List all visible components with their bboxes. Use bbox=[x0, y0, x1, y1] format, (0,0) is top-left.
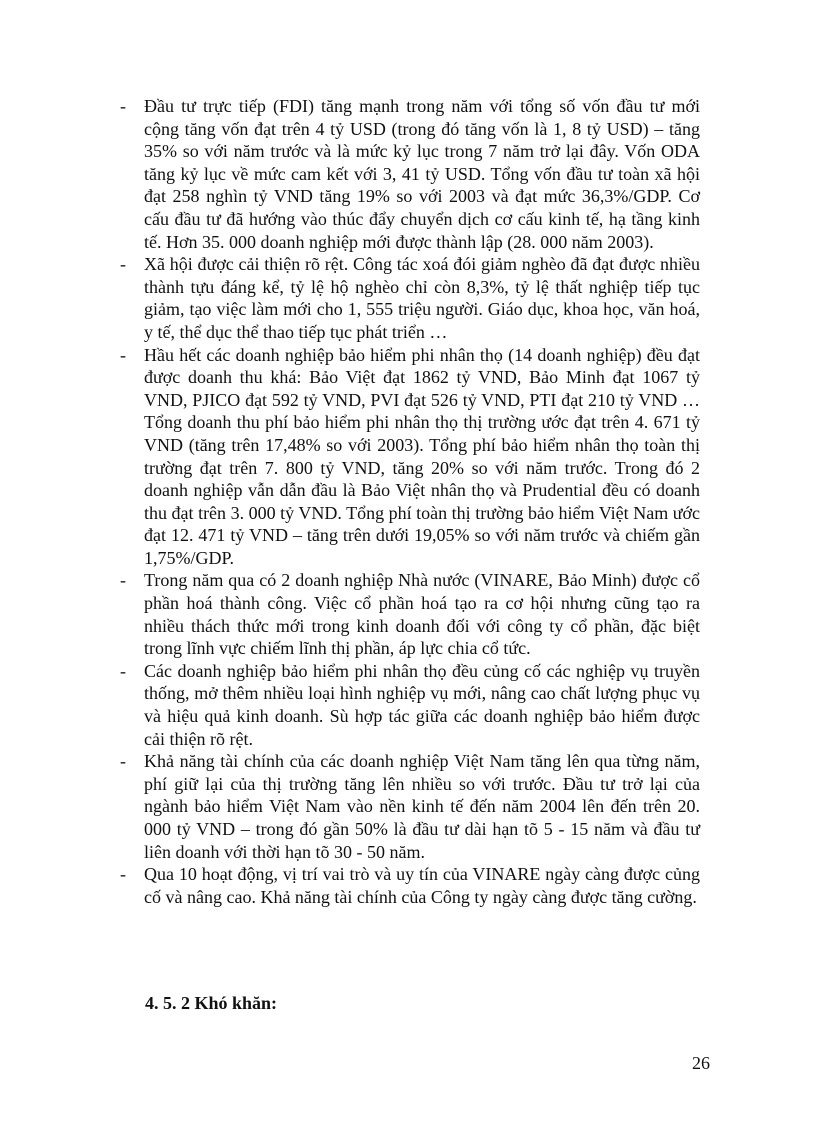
bullet-marker: - bbox=[120, 96, 126, 116]
bullet-marker: - bbox=[120, 751, 126, 772]
list-item bbox=[120, 95, 700, 253]
bullet-marker: - bbox=[120, 254, 126, 275]
bullet-marker: - bbox=[120, 864, 126, 885]
bullet-marker: - bbox=[120, 660, 126, 681]
list-item bbox=[120, 863, 700, 908]
list-item bbox=[120, 569, 700, 659]
bullet-list bbox=[120, 95, 700, 908]
paragraph-text: Hầu hết các doanh nghiệp bảo hiểm phi nhân thọ (14 doanh nghiệp) đều đạt được doanh thu khá: Bảo Việt đạt 1862 tỷ VND, Bảo Minh đạt 1067 tỷ VND, PJICO đạt 592 tỷ VND, PVI đạt 526 tỷ VND, PTI đạt 210 tỷ VND … Tổng doanh thu phí bảo hiểm phi nhân thọ thị trường ước đạt trên 4. 671 tỷ VND (tăng trên 17,48% so với 2003). Tổng phí bảo hiểm nhân thọ toàn thị trường đạt trên 7. 800 tỷ VND, tăng 20% so với năm trước. Trong đó 2 doanh nghiệp vẫn dẫn đầu là Bảo Việt nhân thọ và Prudential đều có doanh thu đạt trên 3. 000 tỷ VND. Tổng phí toàn thị trường bảo hiểm Việt Nam ước đạt 12. 471 tỷ VND – tăng trên dưới 19,05% so với năm trước và chiếm gần 1,75%/GDP. bbox=[144, 344, 700, 568]
paragraph-text: Các doanh nghiệp bảo hiểm phi nhân thọ đều củng cố các nghiệp vụ truyền thống, mở thêm nhiều loại hình nghiệp vụ mới, nâng cao chất lượng phục vụ và hiệu quả kinh doanh. Sù hợp tác giữa các doanh nghiệp bảo hiểm được cải thiện rõ rệt. bbox=[144, 660, 700, 749]
list-item bbox=[120, 660, 700, 750]
paragraph-text: Xã hội được cải thiện rõ rệt. Công tác xoá đói giảm nghèo đã đạt được nhiều thành tựu đáng kể, tỷ lệ hộ nghèo chỉ còn 8,3%, tỷ lệ thất nghiệp tiếp tục giảm, tạo việc làm mới cho 1, 555 triệu người. Giáo dục, khoa học, văn hoá, y tế, thể dục thể thao tiếp tục phát triển … bbox=[144, 254, 700, 342]
list-item bbox=[120, 750, 700, 863]
list-item bbox=[120, 344, 700, 570]
paragraph-text: Trong năm qua có 2 doanh nghiệp Nhà nước (VINARE, Bảo Minh) được cổ phần hoá thành công. Việc cổ phần hoá tạo ra cơ hội nhưng cũng tạo ra nhiều thách thức mới trong kinh doanh đối với công ty cổ phần, đặc biệt trong lĩnh vực chiếm lĩnh thị phần, áp lực chia cổ tức. bbox=[144, 570, 700, 659]
paragraph-text: Qua 10 hoạt động, vị trí vai trò và uy tín của VINARE ngày càng được củng cố và nâng cao. Khả năng tài chính của Công ty ngày càng được tăng cường. bbox=[144, 864, 700, 907]
paragraph-text: Khả năng tài chính của các doanh nghiệp Việt Nam tăng lên qua từng năm, phí giữ lại của thị trường tăng lên nhiều so với trước. Đầu tư trở lại của ngành bảo hiểm Việt Nam vào nền kinh tế đến năm 2004 lên đến trên 20. 000 tỷ VND – trong đó gần 50% là đầu tư dài hạn tõ 5 - 15 năm và đầu tư liên doanh với thời hạn tõ 30 - 50 năm. bbox=[144, 751, 700, 862]
list-item bbox=[120, 253, 700, 343]
page-number: 26 bbox=[692, 1053, 710, 1073]
section-heading: 4. 5. 2 Khó khăn: bbox=[145, 993, 278, 1013]
bullet-marker: - bbox=[120, 344, 126, 365]
paragraph-text: Đầu tư trực tiếp (FDI) tăng mạnh trong năm với tổng số vốn đầu tư mới cộng tăng vốn đạt trên 4 tỷ USD (trong đó tăng vốn là 1, 8 tỷ USD) – tăng 35% so với năm trước và là mức kỷ lục trong 7 năm trở lại đây. Vốn ODA tăng kỷ lục về mức cam kết với 3, 41 tỷ USD. Tổng vốn đầu tư toàn xã hội đạt 258 nghìn tỷ VND tăng 19% so với 2003 và đạt mức 36,3%/GDP. Cơ cấu đầu tư đã hướng vào thúc đẩy chuyển dịch cơ cấu kinh tế, hạ tầng kinh tế. Hơn 35. 000 doanh nghiệp mới được thành lập (28. 000 năm 2003). bbox=[144, 96, 700, 252]
bullet-marker: - bbox=[120, 570, 126, 591]
